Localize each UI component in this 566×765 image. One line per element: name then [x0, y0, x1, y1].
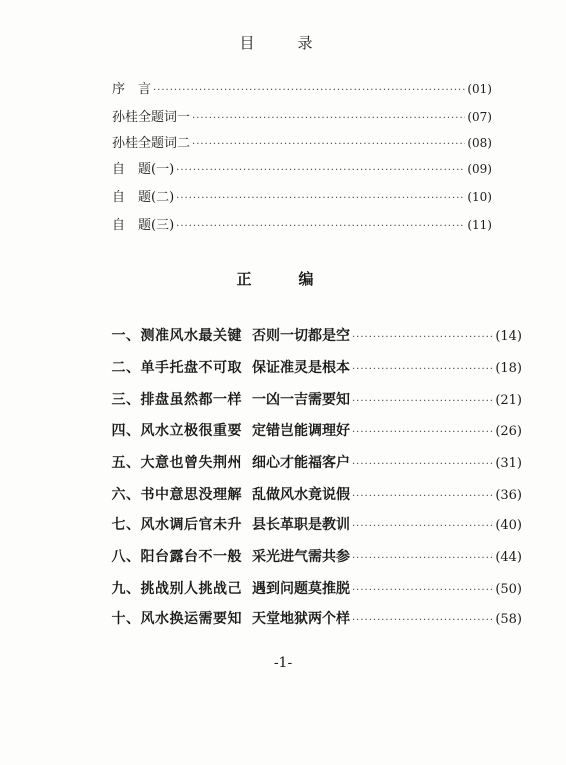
front-matter-label: 自 题(一): [112, 162, 175, 177]
leader-dots: [352, 459, 493, 470]
chapter-heading: 七、风水调后官未升: [111, 517, 242, 533]
chapter-subheading: 定错岂能调理好: [252, 423, 350, 439]
chapter-heading: 九、挑战别人挑战己: [111, 581, 242, 597]
leader-dots: [352, 396, 493, 407]
chapter-page: (31): [495, 456, 522, 471]
chapter-item: [102, 608, 522, 628]
chapter-page: (36): [495, 488, 522, 503]
leader-dots: [352, 585, 493, 596]
front-matter-page: (08): [467, 136, 492, 150]
chapter-subheading: 一凶一吉需要知: [252, 392, 350, 408]
front-matter-label: 自 题(三): [112, 218, 175, 233]
chapter-subheading: 天堂地狱两个样: [252, 611, 350, 627]
chapter-item: [102, 452, 522, 472]
chapter-heading: 二、单手托盘不可取: [111, 360, 242, 376]
chapter-subheading: 细心才能福客户: [252, 455, 350, 471]
chapter-subheading: 保证准灵是根本: [252, 360, 350, 376]
chapter-subheading: 采光进气需共参: [252, 549, 350, 565]
chapter-page: (44): [495, 550, 522, 565]
leader-dots: [352, 553, 493, 564]
chapter-item: [102, 514, 522, 534]
leader-dots: [352, 364, 493, 375]
front-matter-page: (01): [467, 82, 492, 96]
chapter-page: (21): [495, 393, 522, 408]
chapter-item: [102, 420, 522, 440]
front-matter-item: [112, 214, 492, 233]
front-matter-item: [112, 78, 492, 97]
chapter-item: [102, 546, 522, 566]
chapter-item: [102, 484, 522, 504]
front-matter-item: [112, 106, 492, 125]
chapter-subheading: 县长革职是教训: [252, 517, 350, 533]
chapter-page: (50): [495, 582, 522, 597]
chapter-page: (40): [495, 518, 522, 533]
chapter-subheading: 遇到问题莫推脱: [252, 581, 350, 597]
leader-dots: [352, 491, 493, 502]
chapter-subheading: 否则一切都是空: [252, 328, 350, 344]
chapter-page: (58): [495, 612, 522, 627]
leader-dots: [153, 85, 465, 96]
chapter-item: [102, 578, 522, 598]
chapter-heading: 一、测准风水最关键: [111, 328, 242, 344]
front-matter-page: (07): [467, 110, 492, 124]
chapter-page: (14): [495, 329, 522, 344]
front-matter-page: (11): [467, 218, 492, 232]
page-title: 目 录: [239, 34, 327, 52]
front-matter-page: (10): [467, 190, 492, 204]
leader-dots: [176, 165, 465, 176]
leader-dots: [176, 193, 465, 204]
front-matter-item: [112, 158, 492, 177]
chapter-heading: 四、风水立极很重要: [111, 423, 242, 439]
front-matter-label: 自 题(二): [112, 190, 175, 205]
front-matter-label: 孙桂全题词一: [112, 110, 191, 125]
chapter-item: [102, 389, 522, 409]
chapter-heading: 三、排盘虽然都一样: [111, 392, 242, 408]
front-matter-page: (09): [467, 162, 492, 176]
leader-dots: [192, 139, 465, 150]
front-matter-item: [112, 132, 492, 151]
chapter-subheading: 乱做风水竟说假: [252, 487, 350, 503]
leader-dots: [352, 427, 493, 438]
front-matter-label: 序 言: [112, 82, 152, 97]
front-matter-item: [112, 186, 492, 205]
chapter-page: (18): [495, 361, 522, 376]
chapter-item: [102, 357, 522, 377]
page-number: -1-: [273, 655, 293, 671]
chapter-heading: 五、大意也曾失荆州: [111, 455, 242, 471]
leader-dots: [176, 221, 465, 232]
chapter-heading: 十、风水换运需要知: [111, 611, 242, 627]
leader-dots: [352, 332, 493, 343]
chapter-item: [102, 325, 522, 345]
chapter-heading: 六、书中意思没理解: [111, 487, 242, 503]
section-title: 正 编: [236, 270, 330, 288]
front-matter-label: 孙桂全题词二: [112, 136, 191, 151]
chapter-page: (26): [495, 424, 522, 439]
leader-dots: [352, 615, 493, 626]
leader-dots: [352, 521, 493, 532]
leader-dots: [192, 113, 465, 124]
chapter-heading: 八、阳台露台不一般: [111, 549, 242, 565]
